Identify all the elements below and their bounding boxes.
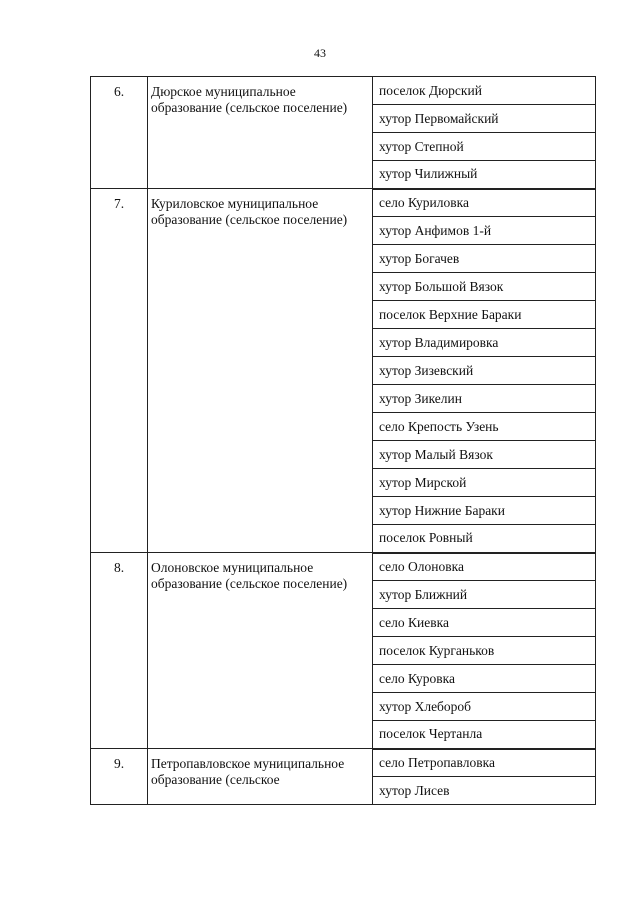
settlement-cell: хутор Первомайский: [373, 105, 596, 133]
table-row: [91, 553, 596, 581]
settlement-cell: хутор Зикелин: [373, 385, 596, 413]
settlement-cell: село Петропавловка: [373, 749, 596, 777]
municipality-name: Дюрское муниципальное образование (сельское поселение): [148, 77, 373, 189]
page-number: 43: [314, 46, 326, 60]
municipality-name: Куриловское муниципальное образование (сельское поселение): [148, 189, 373, 553]
settlement-cell: поселок Чертанла: [373, 721, 596, 749]
settlement-cell: поселок Ровный: [373, 525, 596, 553]
settlement-cell: хутор Ближний: [373, 581, 596, 609]
settlement-cell: село Олоновка: [373, 553, 596, 581]
row-number: 6.: [91, 77, 148, 189]
row-number: 7.: [91, 189, 148, 553]
settlement-cell: хутор Степной: [373, 133, 596, 161]
settlement-cell: хутор Нижние Бараки: [373, 497, 596, 525]
settlements-table: [90, 76, 596, 805]
settlement-cell: село Киевка: [373, 609, 596, 637]
settlement-cell: хутор Анфимов 1-й: [373, 217, 596, 245]
settlement-cell: хутор Богачев: [373, 245, 596, 273]
row-number: 8.: [91, 553, 148, 749]
settlement-cell: хутор Лисев: [373, 777, 596, 805]
settlement-cell: село Куровка: [373, 665, 596, 693]
settlement-cell: хутор Большой Вязок: [373, 273, 596, 301]
settlement-cell: хутор Мирской: [373, 469, 596, 497]
table-row: [91, 749, 596, 777]
settlements-table-body: [91, 77, 596, 805]
settlement-cell: поселок Дюрский: [373, 77, 596, 105]
settlement-cell: хутор Хлебороб: [373, 693, 596, 721]
settlement-cell: поселок Верхние Бараки: [373, 301, 596, 329]
settlement-cell: хутор Малый Вязок: [373, 441, 596, 469]
settlement-cell: хутор Владимировка: [373, 329, 596, 357]
settlement-cell: хутор Чилижный: [373, 161, 596, 189]
settlement-cell: село Крепость Узень: [373, 413, 596, 441]
municipality-name: Петропавловское муниципальное образование (сельское: [148, 749, 373, 805]
settlement-cell: село Куриловка: [373, 189, 596, 217]
table-row: [91, 77, 596, 105]
row-number: 9.: [91, 749, 148, 805]
municipality-name: Олоновское муниципальное образование (сельское поселение): [148, 553, 373, 749]
settlement-cell: поселок Курганьков: [373, 637, 596, 665]
settlement-cell: хутор Зизевский: [373, 357, 596, 385]
table-row: [91, 189, 596, 217]
